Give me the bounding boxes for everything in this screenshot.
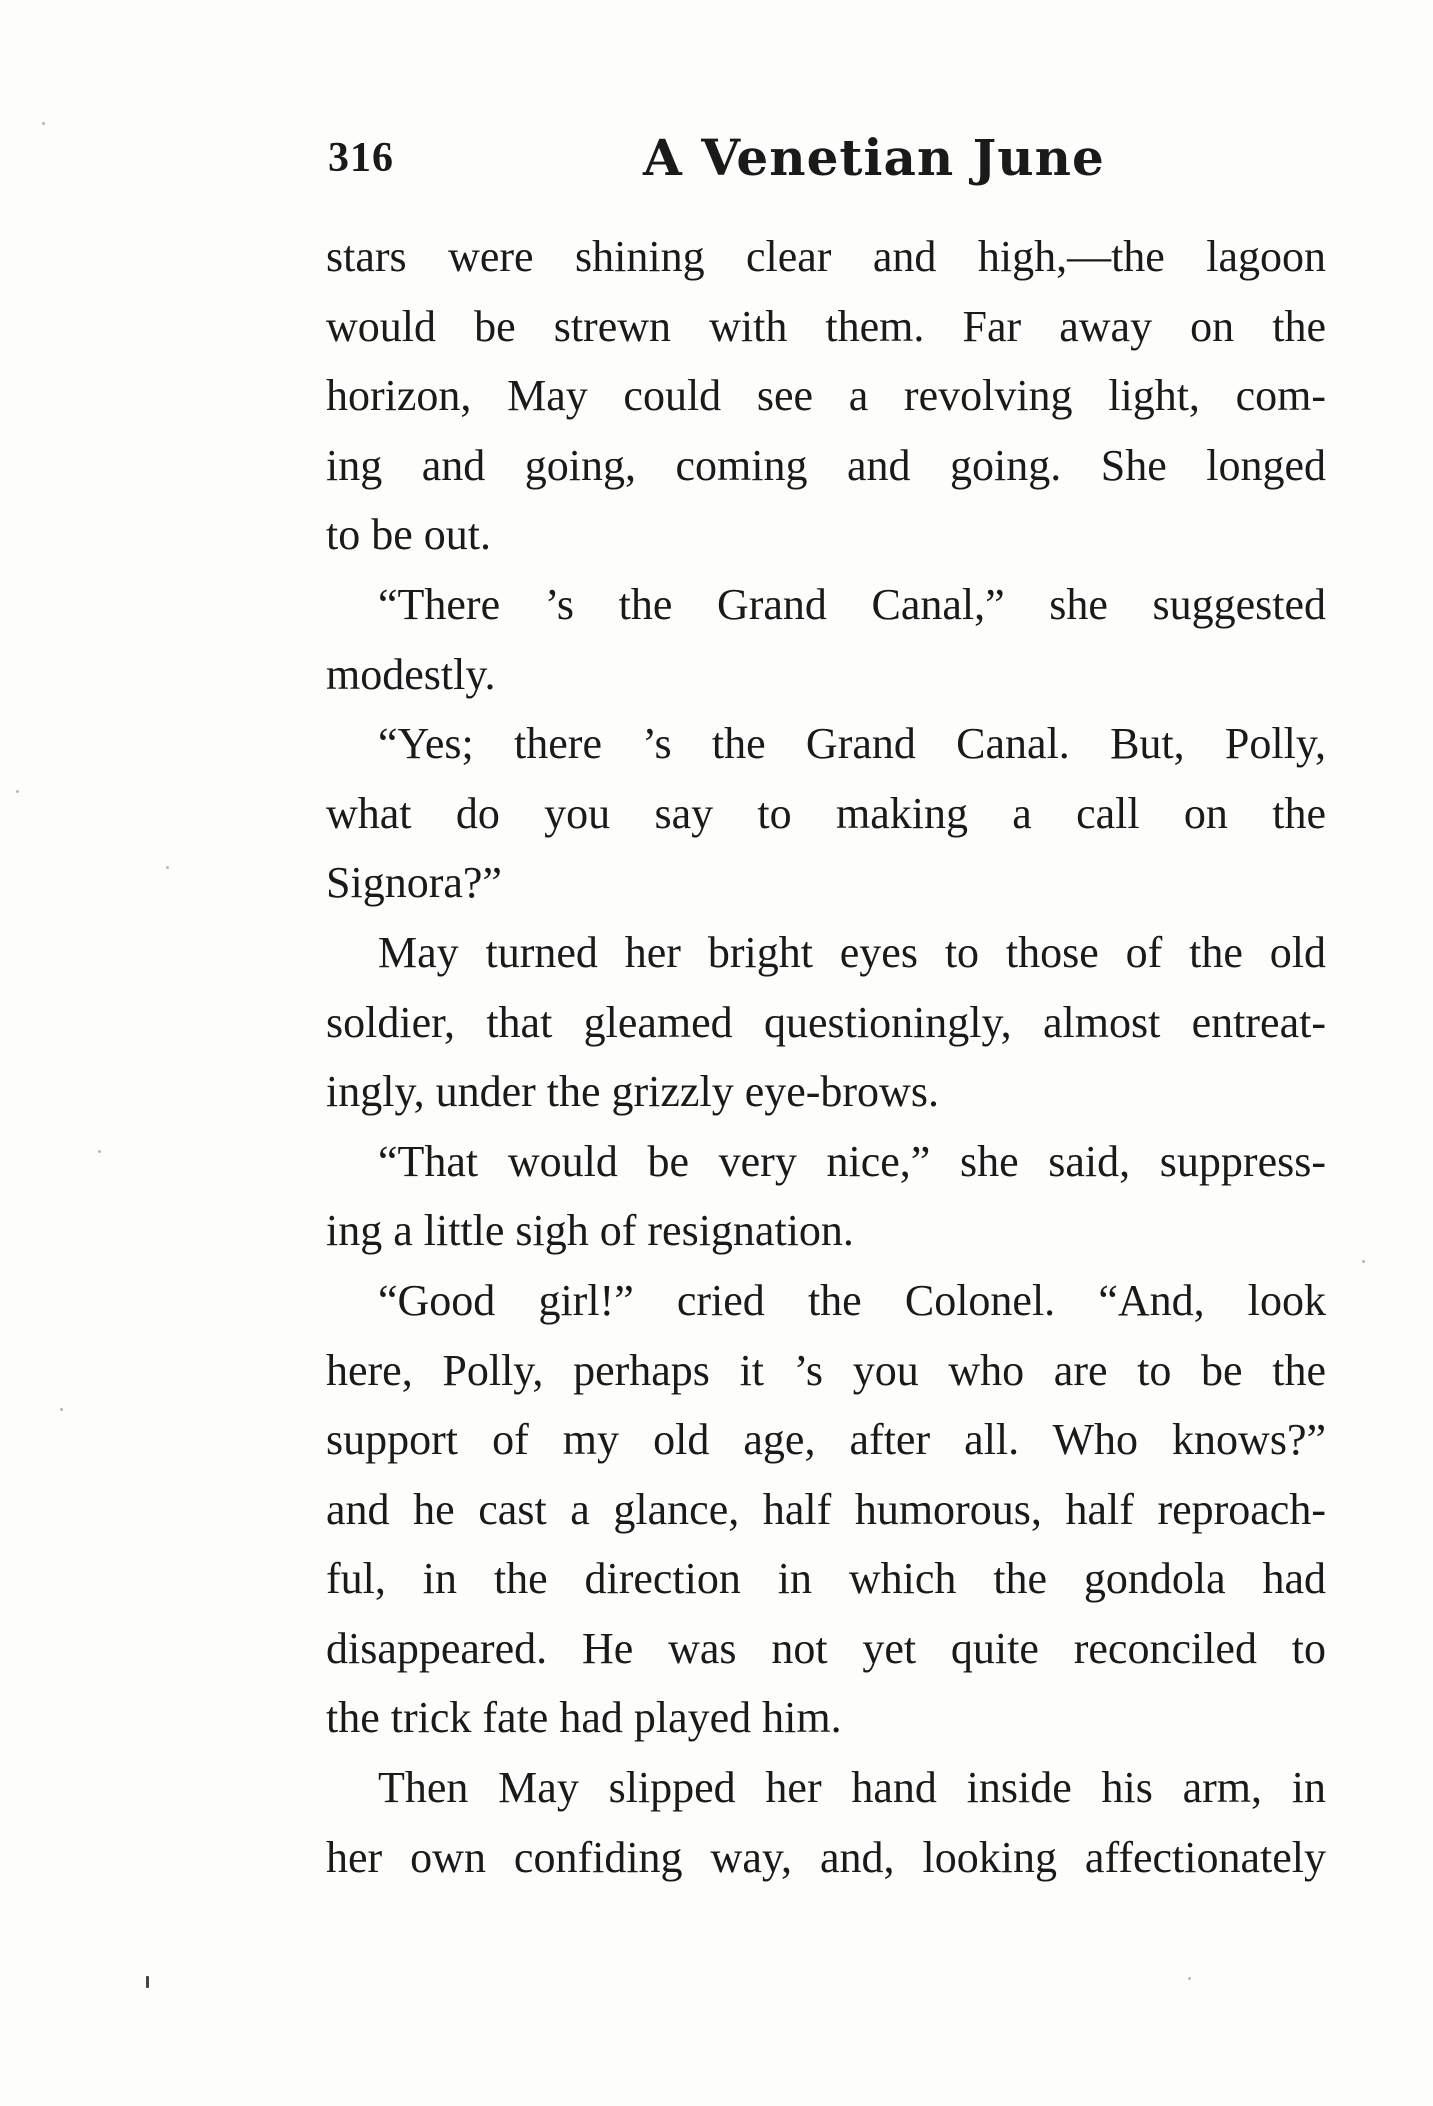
text-line: May turned her bright eyes to those of the old: [378, 927, 1326, 977]
running-title: A Venetian June: [643, 128, 1105, 187]
paper-speck: [166, 866, 169, 869]
paper-speck: [146, 1976, 149, 1988]
text-line: Signora?”: [326, 858, 502, 908]
text-line: “There ’s the Grand Canal,” she suggested: [378, 579, 1326, 629]
text-line: what do you say to making a call on the: [326, 788, 1326, 838]
text-line: ful, in the direction in which the gondola had: [326, 1554, 1326, 1604]
text-line: “That would be very nice,” she said, suppress-: [378, 1136, 1326, 1186]
paper-speck: [1188, 1977, 1191, 1980]
paper-speck: [16, 790, 19, 793]
text-line: ing a little sigh of resignation.: [326, 1206, 854, 1256]
text-line: disappeared. He was not yet quite reconciled to: [326, 1623, 1326, 1673]
text-line: soldier, that gleamed questioningly, almost entreat-: [326, 997, 1326, 1047]
text-line: the trick fate had played him.: [326, 1693, 842, 1743]
text-line: would be strewn with them. Far away on the: [326, 301, 1326, 351]
text-line: horizon, May could see a revolving light, com-: [326, 371, 1326, 421]
page-header: [328, 128, 1328, 198]
text-line: “Good girl!” cried the Colonel. “And, look: [378, 1275, 1326, 1325]
paper-speck: [60, 1408, 63, 1411]
text-line: support of my old age, after all. Who knows?”: [326, 1415, 1326, 1465]
body-text: [326, 222, 1326, 1892]
text-line: here, Polly, perhaps it ’s you who are to be the: [326, 1345, 1326, 1395]
text-line: to be out.: [326, 510, 491, 560]
text-line: modestly.: [326, 649, 496, 699]
text-line: her own confiding way, and, looking affectionately: [326, 1832, 1326, 1882]
paper-speck: [42, 122, 45, 125]
paper-speck: [98, 1150, 101, 1153]
text-line: and he cast a glance, half humorous, half reproach-: [326, 1484, 1326, 1534]
page-number: 316: [328, 135, 394, 181]
text-line: “Yes; there ’s the Grand Canal. But, Polly,: [378, 719, 1326, 769]
text-line: stars were shining clear and high,—the lagoon: [326, 232, 1326, 281]
text-line: Then May slipped her hand inside his arm, in: [378, 1763, 1326, 1813]
text-line: ingly, under the grizzly eye-brows.: [326, 1067, 939, 1117]
text-line: ing and going, coming and going. She longed: [326, 440, 1326, 490]
paper-speck: [1362, 1260, 1365, 1263]
